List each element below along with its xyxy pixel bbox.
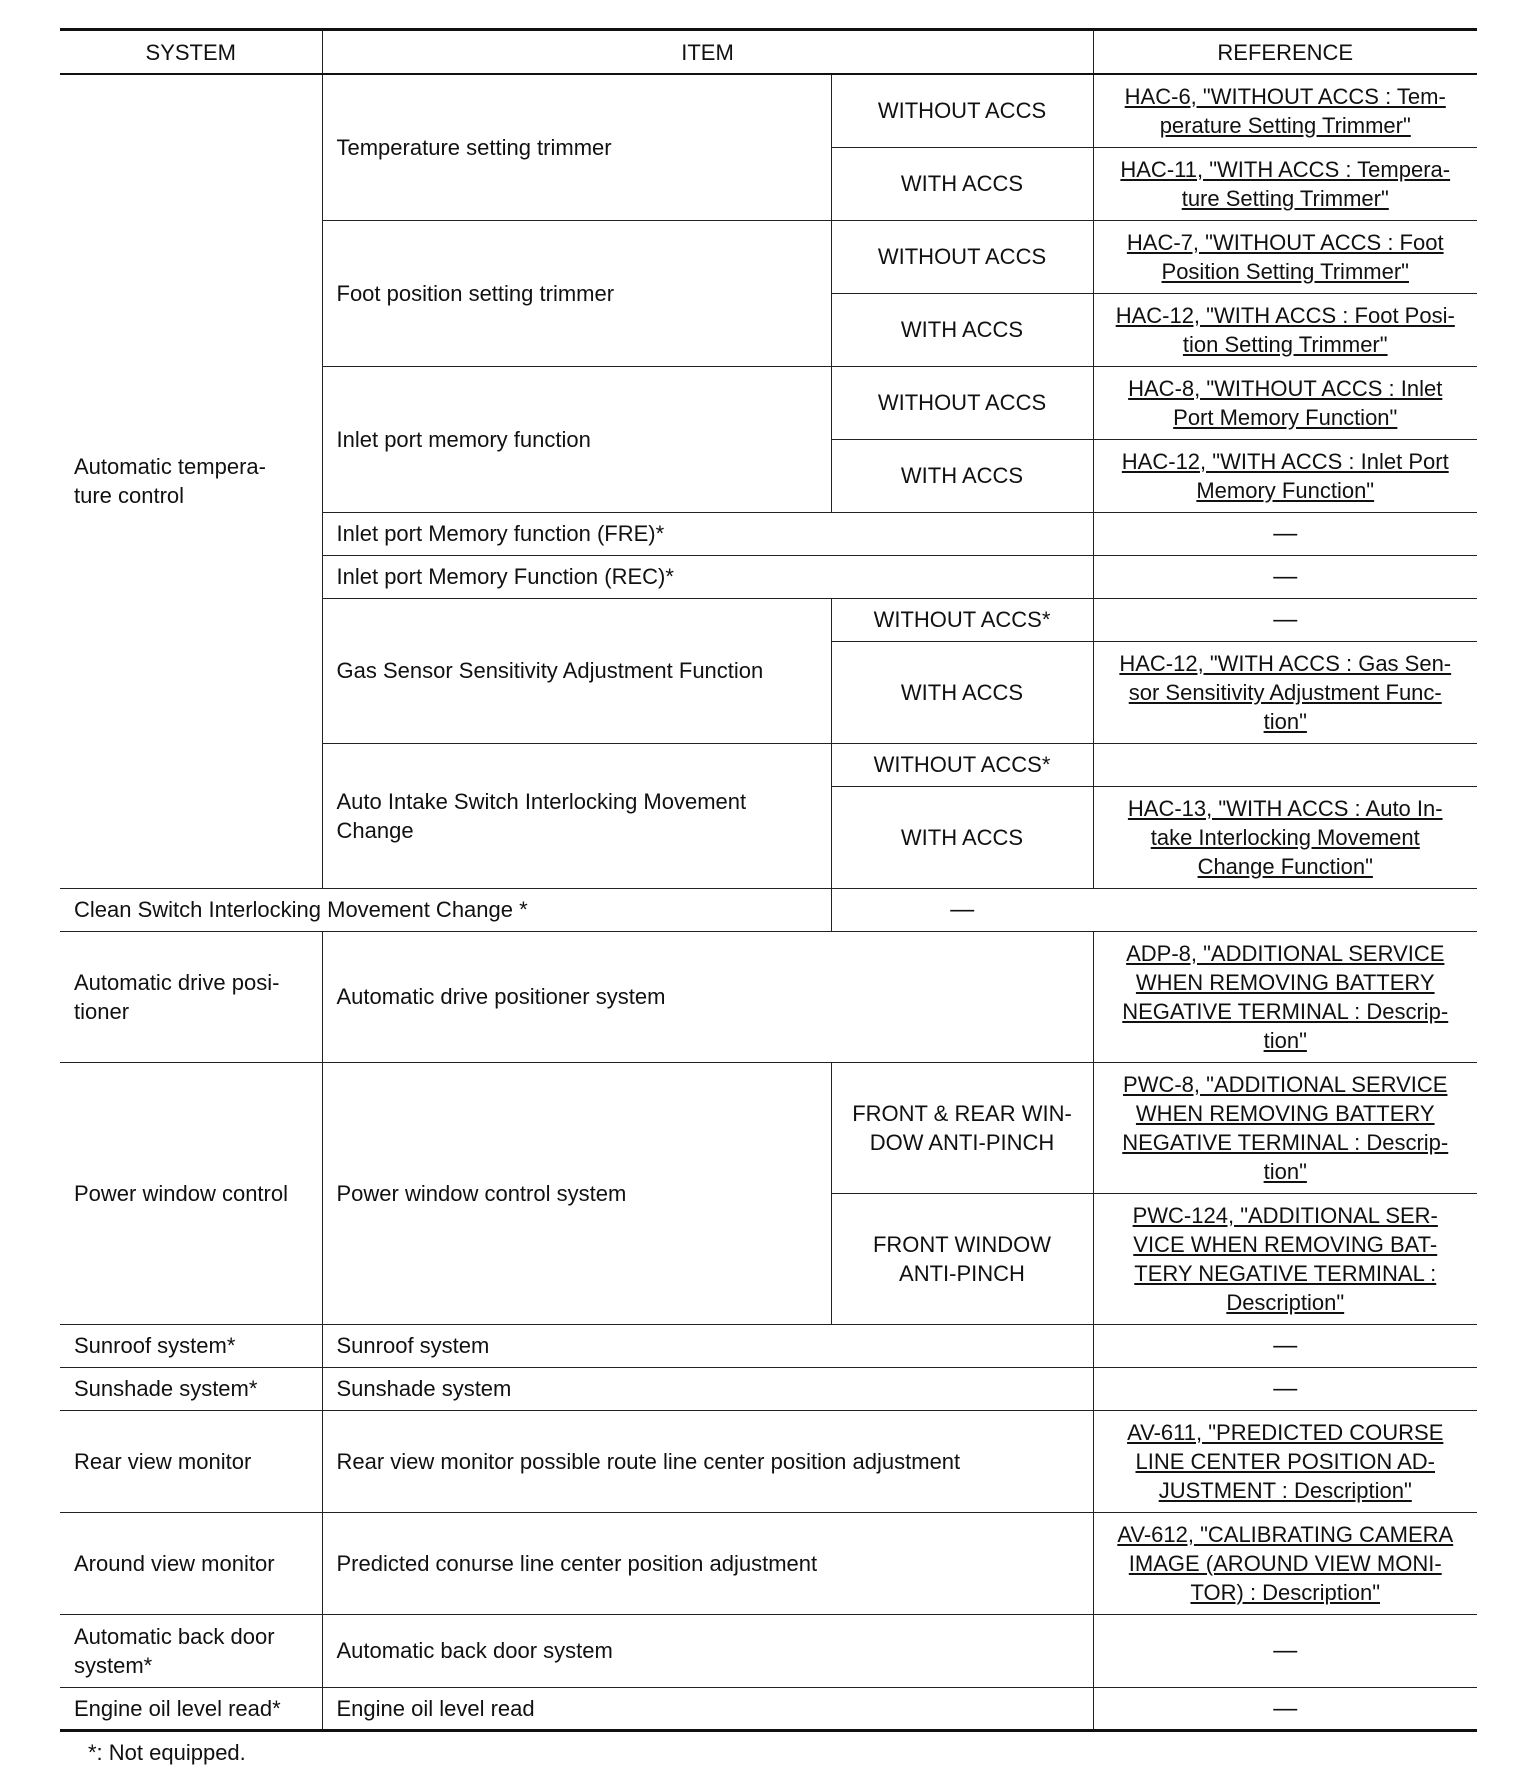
reference-dash: — [1093,1687,1477,1730]
item-cell: Power window control system [322,1062,831,1324]
reference-link[interactable]: HAC-12, "WITH ACCS : Foot Posi- tion Setting Trimmer" [1093,293,1477,366]
system-cell: Sunroof system* [60,1324,322,1367]
item-cell: Inlet port Memory Function (REC)* [322,555,1093,598]
system-cell: Automatic tempera- ture control [60,74,322,888]
reference-link[interactable]: HAC-13, "WITH ACCS : Auto In- take Interlocking Movement Change Function" [1093,786,1477,888]
system-cell: Power window control [60,1062,322,1324]
table-row [60,888,1477,931]
item-cell: Engine oil level read [322,1687,1093,1730]
system-reference-table [60,28,1477,1732]
variant-cell: FRONT WINDOW ANTI-PINCH [831,1193,1093,1324]
variant-cell: WITH ACCS [831,641,1093,743]
item-cell: Automatic drive positioner system [322,931,1093,1062]
system-cell: Automatic drive posi- tioner [60,931,322,1062]
item-cell: Sunroof system [322,1324,1093,1367]
reference-link[interactable]: PWC-124, "ADDITIONAL SER- VICE WHEN REMOVING BAT- TERY NEGATIVE TERMINAL : Description" [1093,1193,1477,1324]
reference-empty [1093,743,1477,786]
reference-link[interactable]: HAC-7, "WITHOUT ACCS : Foot Position Setting Trimmer" [1093,220,1477,293]
variant-cell: WITHOUT ACCS [831,74,1093,147]
variant-cell: FRONT & REAR WIN- DOW ANTI-PINCH [831,1062,1093,1193]
reference-link[interactable]: HAC-6, "WITHOUT ACCS : Tem- perature Setting Trimmer" [1093,74,1477,147]
item-cell: Clean Switch Interlocking Movement Change * [60,888,831,931]
table-row [60,1062,1477,1193]
reference-link[interactable]: HAC-11, "WITH ACCS : Tempera- ture Setting Trimmer" [1093,147,1477,220]
item-cell: Auto Intake Switch Interlocking Movement Change [322,743,831,888]
system-cell: Automatic back door system* [60,1614,322,1687]
table-row [60,1367,1477,1410]
variant-cell: WITH ACCS [831,439,1093,512]
header-item: ITEM [322,30,1093,75]
reference-dash: — [1093,555,1477,598]
header-system: SYSTEM [60,30,322,75]
variant-cell: WITHOUT ACCS [831,220,1093,293]
item-cell: Rear view monitor possible route line center position adjustment [322,1410,1093,1512]
variant-cell: WITH ACCS [831,293,1093,366]
variant-cell: WITH ACCS [831,786,1093,888]
reference-dash: — [1093,1614,1477,1687]
system-cell: Engine oil level read* [60,1687,322,1730]
reference-dash: — [1093,512,1477,555]
item-cell: Inlet port Memory function (FRE)* [322,512,1093,555]
table-row [60,931,1477,1062]
system-cell: Around view monitor [60,1512,322,1614]
variant-cell: WITHOUT ACCS* [831,743,1093,786]
reference-link[interactable]: HAC-12, "WITH ACCS : Inlet Port Memory Function" [1093,439,1477,512]
reference-link[interactable]: AV-612, "CALIBRATING CAMERA IMAGE (AROUND VIEW MONI- TOR) : Description" [1093,1512,1477,1614]
variant-cell: WITHOUT ACCS* [831,598,1093,641]
item-cell: Temperature setting trimmer [322,74,831,220]
reference-link[interactable]: AV-611, "PREDICTED COURSE LINE CENTER POSITION AD- JUSTMENT : Description" [1093,1410,1477,1512]
table-row [60,1410,1477,1512]
reference-link[interactable]: PWC-8, "ADDITIONAL SERVICE WHEN REMOVING BATTERY NEGATIVE TERMINAL : Descrip- tion" [1093,1062,1477,1193]
table-row [60,1324,1477,1367]
reference-dash: — [831,888,1093,931]
reference-dash: — [1093,598,1477,641]
item-cell: Inlet port memory function [322,366,831,512]
footnote: *: Not equipped. [88,1739,246,1765]
reference-link[interactable]: HAC-12, "WITH ACCS : Gas Sen- sor Sensitivity Adjustment Func- tion" [1093,641,1477,743]
system-cell: Rear view monitor [60,1410,322,1512]
table-header-row [60,30,1477,75]
item-cell: Foot position setting trimmer [322,220,831,366]
item-cell: Automatic back door system [322,1614,1093,1687]
table-row [60,1687,1477,1730]
variant-cell: WITH ACCS [831,147,1093,220]
reference-dash: — [1093,1324,1477,1367]
item-cell: Predicted conurse line center position adjustment [322,1512,1093,1614]
reference-table-container [60,28,1477,1766]
table-row [60,1512,1477,1614]
item-cell: Sunshade system [322,1367,1093,1410]
system-cell: Sunshade system* [60,1367,322,1410]
table-row [60,1614,1477,1687]
variant-cell: WITHOUT ACCS [831,366,1093,439]
reference-link[interactable]: HAC-8, "WITHOUT ACCS : Inlet Port Memory Function" [1093,366,1477,439]
reference-link[interactable]: ADP-8, "ADDITIONAL SERVICE WHEN REMOVING BATTERY NEGATIVE TERMINAL : Descrip- tion" [1093,931,1477,1062]
header-reference: REFERENCE [1093,30,1477,75]
reference-dash: — [1093,1367,1477,1410]
table-row [60,74,1477,147]
item-cell: Gas Sensor Sensitivity Adjustment Function [322,598,831,743]
